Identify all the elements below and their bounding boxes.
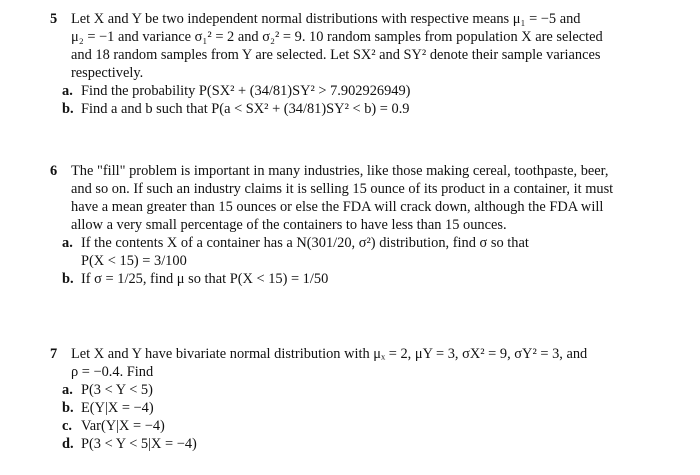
part-text: Find the probability P(SX² + (34/81)SY² > 7.902926949) <box>81 83 411 99</box>
part-text: If σ = 1/25, find μ so that P(X < 15) = 1/50 <box>81 271 329 287</box>
part-text: Find a and b such that P(a < SX² + (34/81)SY² < b) = 0.9 <box>81 101 410 117</box>
part-label: a. <box>62 83 73 99</box>
problem-parts <box>50 234 650 288</box>
problem-parts <box>50 381 650 453</box>
part-label: a. <box>62 235 73 251</box>
statement-line: respectively. <box>71 65 144 81</box>
part-a <box>50 381 650 399</box>
part-label: b. <box>62 101 74 117</box>
statement-line: ρ = −0.4. Find <box>71 364 154 380</box>
problem-6 <box>50 162 650 288</box>
problem-5 <box>50 10 650 118</box>
part-label: b. <box>62 271 74 287</box>
part-d <box>50 435 650 453</box>
problem-number: 5 <box>50 11 58 27</box>
problem-statement <box>71 10 650 82</box>
part-text: P(3 < Y < 5) <box>81 382 153 398</box>
statement-line: Let X and Y be two independent normal distributions with respective means μ₁ = −5 and <box>71 11 581 27</box>
problem-7 <box>50 345 650 453</box>
part-c <box>50 417 650 435</box>
statement-line: Let X and Y have bivariate normal distribution with μₓ = 2, μY = 3, σX² = 9, σY² = 3, and <box>71 346 588 362</box>
part-text: Var(Y|X = −4) <box>81 418 165 434</box>
problem-statement <box>71 345 650 381</box>
statement-line: The "fill" problem is important in many industries, like those making cereal, toothpaste, beer, <box>71 163 609 179</box>
statement-line: have a mean greater than 15 ounces or else the FDA will crack down, although the FDA will <box>71 199 604 215</box>
statement-line: μ₂ = −1 and variance σ₁² = 2 and σ₂² = 9. 10 random samples from population X are selected <box>71 29 603 45</box>
part-a <box>50 234 650 252</box>
statement-line: allow a very small percentage of the containers to have less than 15 ounces. <box>71 217 507 233</box>
problem-statement <box>71 162 650 234</box>
part-b <box>50 100 650 118</box>
part-b <box>50 270 650 288</box>
part-b <box>50 399 650 417</box>
problem-number: 7 <box>50 346 58 362</box>
part-label: a. <box>62 382 73 398</box>
part-label: d. <box>62 436 74 452</box>
part-text: If the contents X of a container has a N(301/20, σ²) distribution, find σ so that <box>81 235 529 251</box>
part-label: b. <box>62 400 74 416</box>
part-label: c. <box>62 418 72 434</box>
part-text: E(Y|X = −4) <box>81 400 154 416</box>
problem-parts <box>50 82 650 118</box>
part-text: P(3 < Y < 5|X = −4) <box>81 436 197 452</box>
statement-line: and so on. If such an industry claims it is selling 15 ounce of its product in a container, it must <box>71 181 614 197</box>
part-a-continuation: P(X < 15) = 3/100 <box>81 253 187 269</box>
part-a <box>50 82 650 100</box>
problem-number: 6 <box>50 163 58 179</box>
statement-line: and 18 random samples from Y are selected. Let SX² and SY² denote their sample variances <box>71 47 601 63</box>
